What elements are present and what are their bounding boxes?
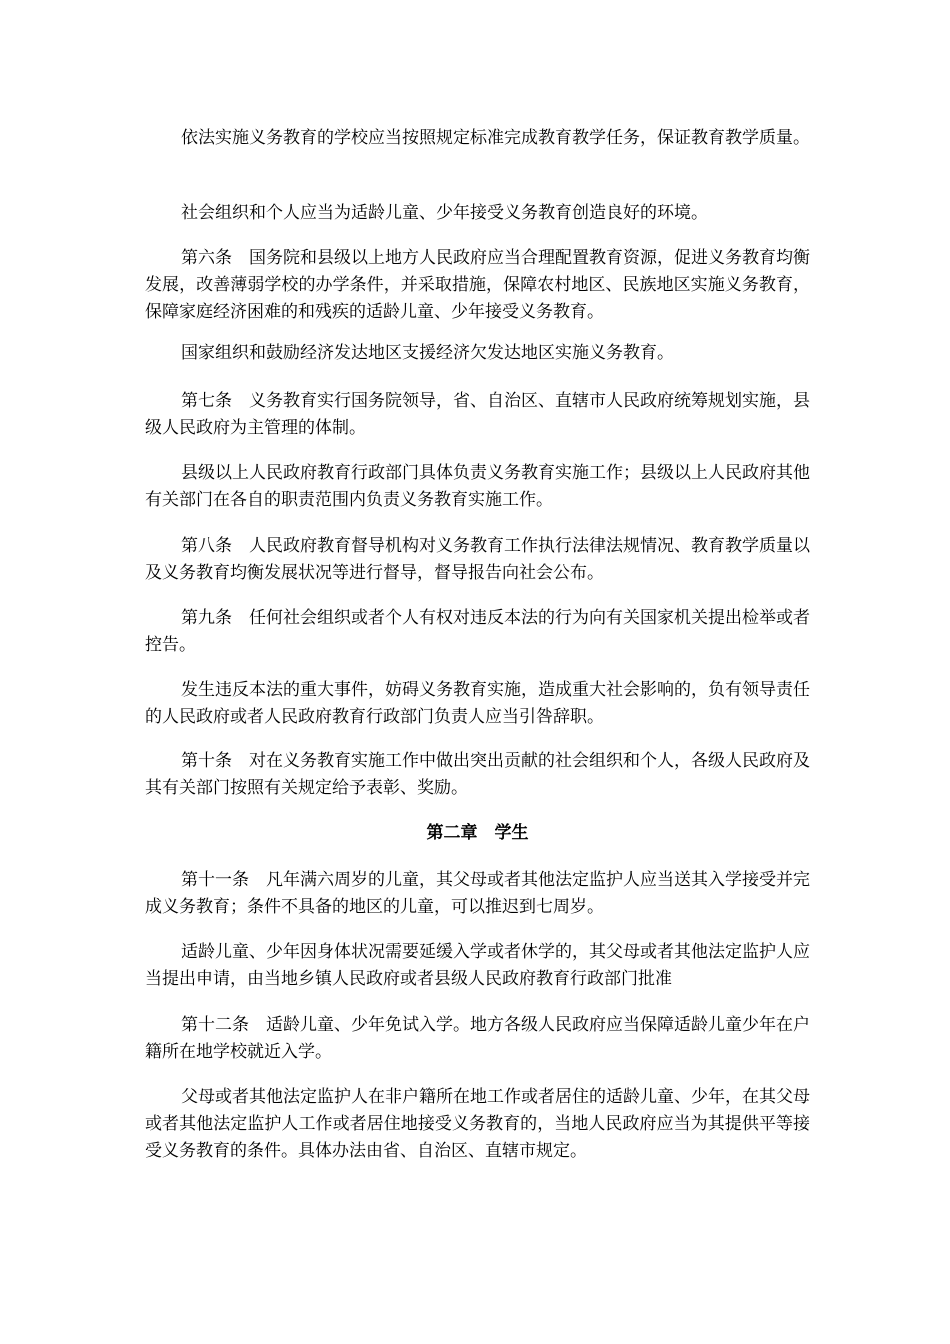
paragraph: 社会组织和个人应当为适龄儿童、少年接受义务教育创造良好的环境。 <box>181 203 708 223</box>
paragraph: 父母或者其他法定监护人在非户籍所在地工作或者居住的适龄儿童、少年，在其父母或者其他法定监护人工作或者居住地接受义务教育的，当地人民政府应当为其提供平等接受义务教育的条件。具体办法由省、自治区、直辖市规定。 <box>145 1087 810 1161</box>
paragraph: 依法实施义务教育的学校应当按照规定标准完成教育教学任务，保证教育教学质量。 <box>181 128 810 148</box>
paragraph: 适龄儿童、少年因身体状况需要延缓入学或者休学的，其父母或者其他法定监护人应当提出申请，由当地乡镇人民政府或者县级人民政府教育行政部门批准 <box>145 942 810 989</box>
article-10-paragraph: 第十条 对在义务教育实施工作中做出突出贡献的社会组织和个人，各级人民政府及其有关部门按照有关规定给予表彰、奖励。 <box>145 751 810 798</box>
paragraph: 发生违反本法的重大事件，妨碍义务教育实施，造成重大社会影响的，负有领导责任的人民政府或者人民政府教育行政部门负责人应当引咎辞职。 <box>145 680 810 727</box>
article-6-paragraph: 第六条 国务院和县级以上地方人民政府应当合理配置教育资源，促进义务教育均衡发展，改善薄弱学校的办学条件，并采取措施，保障农村地区、民族地区实施义务教育，保障家庭经济困难的和残疾的适龄儿童、少年接受义务教育。 <box>145 248 810 322</box>
article-11-paragraph: 第十一条 凡年满六周岁的儿童，其父母或者其他法定监护人应当送其入学接受并完成义务教育；条件不具备的地区的儿童，可以推迟到七周岁。 <box>145 870 810 917</box>
article-12-paragraph: 第十二条 适龄儿童、少年免试入学。地方各级人民政府应当保障适龄儿童少年在户籍所在地学校就近入学。 <box>145 1015 810 1062</box>
chapter-heading: 第二章 学生 <box>426 823 529 843</box>
article-7-paragraph: 第七条 义务教育实行国务院领导，省、自治区、直辖市人民政府统筹规划实施，县级人民政府为主管理的体制。 <box>145 391 810 438</box>
paragraph: 国家组织和鼓励经济发达地区支援经济欠发达地区实施义务教育。 <box>181 343 674 363</box>
paragraph: 县级以上人民政府教育行政部门具体负责义务教育实施工作；县级以上人民政府其他有关部门在各自的职责范围内负责义务教育实施工作。 <box>145 463 810 510</box>
article-9-paragraph: 第九条 任何社会组织或者个人有权对违反本法的行为向有关国家机关提出检举或者控告。 <box>145 608 810 655</box>
article-8-paragraph: 第八条 人民政府教育督导机构对义务教育工作执行法律法规情况、教育教学质量以及义务教育均衡发展状况等进行督导，督导报告向社会公布。 <box>145 536 810 583</box>
